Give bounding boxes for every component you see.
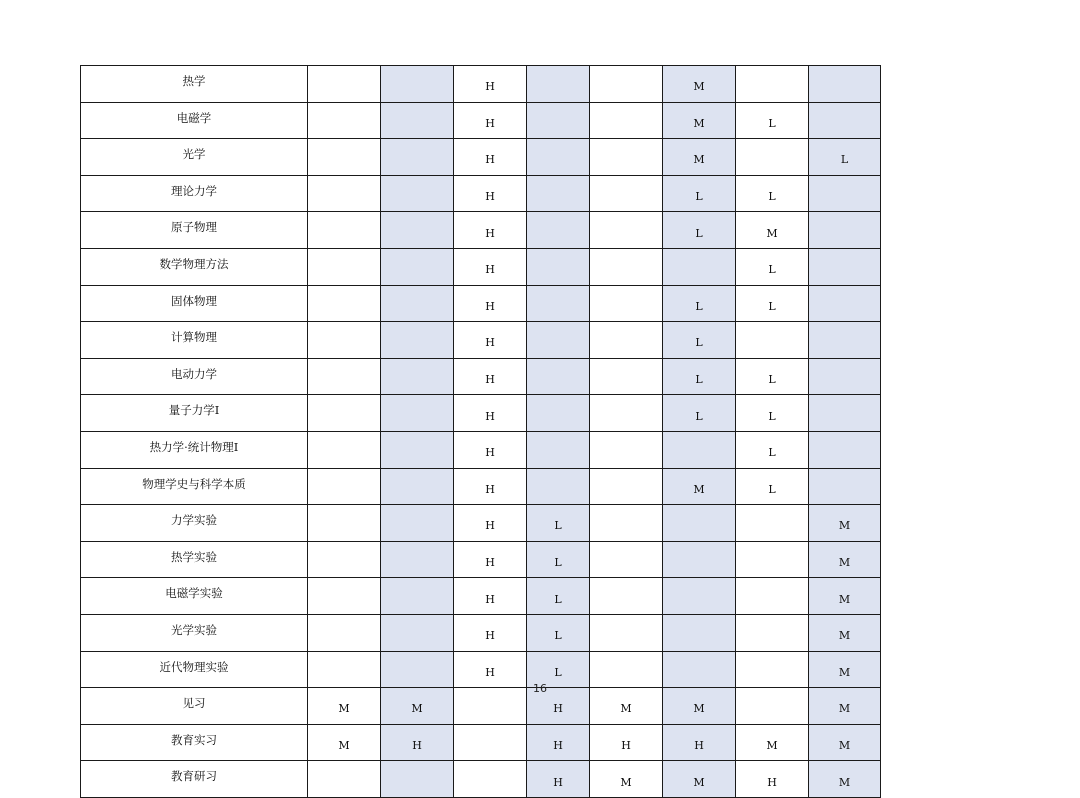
support-level-cell (308, 578, 381, 615)
support-level-cell (381, 285, 454, 322)
support-level-cell: M (736, 724, 809, 761)
support-level-cell: L (736, 358, 809, 395)
course-name-cell: 力学实验 (81, 505, 308, 542)
support-level-cell: M (663, 468, 736, 505)
support-level-cell (590, 395, 663, 432)
course-name-cell: 教育实习 (81, 724, 308, 761)
support-level-cell: L (527, 578, 590, 615)
table-row (81, 468, 881, 505)
support-level-cell: M (663, 761, 736, 798)
support-level-cell (381, 614, 454, 651)
page-number: 16 (533, 682, 547, 695)
support-level-cell (381, 102, 454, 139)
table-row (81, 212, 881, 249)
table-row (81, 724, 881, 761)
support-level-cell: L (736, 395, 809, 432)
table-row (81, 651, 881, 688)
support-level-cell (308, 102, 381, 139)
support-level-cell: M (809, 724, 881, 761)
support-level-cell (381, 322, 454, 359)
support-level-cell (381, 431, 454, 468)
support-level-cell: L (663, 285, 736, 322)
support-level-cell (663, 614, 736, 651)
support-level-cell (590, 468, 663, 505)
course-name-cell: 原子物理 (81, 212, 308, 249)
support-level-cell (590, 614, 663, 651)
support-level-cell (736, 688, 809, 725)
support-level-cell (381, 358, 454, 395)
support-level-cell (381, 578, 454, 615)
support-level-cell: H (663, 724, 736, 761)
support-level-cell: L (527, 505, 590, 542)
support-level-cell: H (590, 724, 663, 761)
support-level-cell: L (809, 139, 881, 176)
course-name-cell: 计算物理 (81, 322, 308, 359)
support-level-cell: M (590, 688, 663, 725)
support-level-cell (590, 139, 663, 176)
support-level-cell (454, 688, 527, 725)
support-level-cell: H (454, 322, 527, 359)
support-level-cell: M (809, 651, 881, 688)
support-level-cell (809, 431, 881, 468)
support-level-cell (809, 248, 881, 285)
support-level-cell (527, 102, 590, 139)
support-level-cell (308, 468, 381, 505)
support-level-cell (381, 651, 454, 688)
course-name-cell: 电磁学 (81, 102, 308, 139)
support-level-cell (663, 505, 736, 542)
support-level-cell (308, 505, 381, 542)
course-name-cell: 固体物理 (81, 285, 308, 322)
support-level-cell (454, 761, 527, 798)
support-level-cell (308, 285, 381, 322)
support-level-cell (527, 139, 590, 176)
support-level-cell: H (454, 358, 527, 395)
support-level-cell (308, 139, 381, 176)
course-name-cell: 量子力学I (81, 395, 308, 432)
support-level-cell: L (663, 395, 736, 432)
course-name-cell: 数学物理方法 (81, 248, 308, 285)
support-level-cell: M (809, 688, 881, 725)
support-level-cell: H (527, 761, 590, 798)
support-level-cell: H (381, 724, 454, 761)
table-row (81, 505, 881, 542)
support-level-cell: M (809, 761, 881, 798)
course-name-cell: 电动力学 (81, 358, 308, 395)
support-level-cell: H (454, 175, 527, 212)
support-level-cell (809, 175, 881, 212)
course-name-cell: 光学 (81, 139, 308, 176)
support-level-cell: M (308, 724, 381, 761)
support-level-cell (590, 175, 663, 212)
support-level-cell: H (736, 761, 809, 798)
support-level-cell: L (527, 541, 590, 578)
table-row (81, 578, 881, 615)
support-level-cell: L (736, 468, 809, 505)
support-level-cell: L (736, 175, 809, 212)
support-level-cell (590, 322, 663, 359)
support-level-cell (663, 541, 736, 578)
support-level-cell (308, 212, 381, 249)
course-name-cell: 见习 (81, 688, 308, 725)
support-level-cell: H (527, 724, 590, 761)
support-level-cell (308, 431, 381, 468)
support-level-cell (527, 395, 590, 432)
support-level-cell (736, 651, 809, 688)
support-level-cell: H (454, 66, 527, 103)
course-name-cell: 物理学史与科学本质 (81, 468, 308, 505)
support-level-cell (381, 66, 454, 103)
support-level-cell (308, 651, 381, 688)
support-level-cell: H (454, 651, 527, 688)
support-level-cell (308, 248, 381, 285)
support-level-cell (663, 651, 736, 688)
support-level-cell: L (736, 431, 809, 468)
support-level-cell (590, 285, 663, 322)
support-level-cell (736, 614, 809, 651)
support-level-cell (381, 761, 454, 798)
support-level-cell: M (809, 505, 881, 542)
support-level-cell: M (381, 688, 454, 725)
support-level-cell (527, 212, 590, 249)
support-level-cell: L (527, 614, 590, 651)
support-level-cell: L (527, 651, 590, 688)
support-level-cell: L (736, 248, 809, 285)
support-level-cell (809, 395, 881, 432)
support-level-cell (736, 139, 809, 176)
support-level-cell: H (454, 395, 527, 432)
table-row (81, 541, 881, 578)
support-level-cell: M (590, 761, 663, 798)
course-name-cell: 近代物理实验 (81, 651, 308, 688)
support-level-cell (809, 358, 881, 395)
support-level-cell: M (663, 688, 736, 725)
support-level-cell (381, 505, 454, 542)
support-level-cell (590, 102, 663, 139)
support-level-cell (809, 102, 881, 139)
support-level-cell (308, 761, 381, 798)
support-level-cell (736, 66, 809, 103)
support-level-cell (381, 175, 454, 212)
support-level-cell: H (454, 431, 527, 468)
support-level-cell (590, 578, 663, 615)
table-row (81, 431, 881, 468)
table-row (81, 761, 881, 798)
support-level-cell: H (454, 468, 527, 505)
table-row (81, 322, 881, 359)
support-level-cell: M (809, 578, 881, 615)
support-level-cell (308, 322, 381, 359)
support-level-cell: H (454, 578, 527, 615)
support-level-cell: H (454, 541, 527, 578)
support-level-cell: L (663, 358, 736, 395)
support-level-cell: M (663, 66, 736, 103)
support-level-cell: M (308, 688, 381, 725)
support-level-cell (663, 248, 736, 285)
support-level-cell (527, 358, 590, 395)
support-level-cell (809, 322, 881, 359)
support-level-cell (590, 358, 663, 395)
table-row (81, 102, 881, 139)
course-name-cell: 教育研习 (81, 761, 308, 798)
support-level-cell (308, 541, 381, 578)
support-level-cell: L (663, 212, 736, 249)
support-level-cell (809, 212, 881, 249)
support-level-cell (308, 66, 381, 103)
course-name-cell: 热力学·统计物理I (81, 431, 308, 468)
support-level-cell (663, 431, 736, 468)
support-level-cell (527, 66, 590, 103)
support-level-cell: H (454, 212, 527, 249)
support-level-cell (527, 431, 590, 468)
support-level-cell (381, 395, 454, 432)
support-level-cell: M (736, 212, 809, 249)
course-name-cell: 光学实验 (81, 614, 308, 651)
support-level-cell (590, 505, 663, 542)
support-level-cell (527, 468, 590, 505)
table-row (81, 614, 881, 651)
course-name-cell: 热学实验 (81, 541, 308, 578)
support-level-cell: M (809, 541, 881, 578)
support-level-cell (663, 578, 736, 615)
support-level-cell (308, 358, 381, 395)
support-level-cell: H (454, 505, 527, 542)
support-level-cell: M (663, 102, 736, 139)
support-level-cell (590, 212, 663, 249)
support-level-cell (308, 395, 381, 432)
support-level-cell (590, 541, 663, 578)
support-level-cell (308, 175, 381, 212)
support-level-cell: H (454, 248, 527, 285)
support-level-cell: H (454, 102, 527, 139)
support-level-cell (736, 541, 809, 578)
support-level-cell (736, 505, 809, 542)
support-level-cell: H (527, 688, 590, 725)
support-level-cell: H (454, 139, 527, 176)
support-level-cell (381, 139, 454, 176)
table-row (81, 358, 881, 395)
table-row (81, 175, 881, 212)
course-objective-matrix (80, 65, 881, 798)
matrix-body (81, 66, 881, 798)
support-level-cell: L (736, 285, 809, 322)
support-level-cell (381, 541, 454, 578)
course-name-cell: 电磁学实验 (81, 578, 308, 615)
support-level-cell (809, 285, 881, 322)
support-level-cell: M (663, 139, 736, 176)
support-level-cell (527, 175, 590, 212)
table-row (81, 395, 881, 432)
support-level-cell (590, 651, 663, 688)
support-level-cell (381, 468, 454, 505)
support-level-cell (527, 322, 590, 359)
support-level-cell (590, 248, 663, 285)
support-level-cell: M (809, 614, 881, 651)
support-level-cell (381, 212, 454, 249)
support-level-cell: L (663, 322, 736, 359)
support-level-cell: H (454, 285, 527, 322)
support-level-cell: H (454, 614, 527, 651)
support-level-cell: L (663, 175, 736, 212)
support-level-cell (590, 66, 663, 103)
support-level-cell (308, 614, 381, 651)
table-row (81, 66, 881, 103)
table-row (81, 688, 881, 725)
table-row (81, 139, 881, 176)
support-level-cell (527, 285, 590, 322)
support-level-cell (590, 431, 663, 468)
table-row (81, 248, 881, 285)
course-name-cell: 热学 (81, 66, 308, 103)
support-level-cell (381, 248, 454, 285)
support-level-cell (527, 248, 590, 285)
support-level-cell (809, 66, 881, 103)
table-row (81, 285, 881, 322)
support-level-cell (736, 322, 809, 359)
support-level-cell (454, 724, 527, 761)
support-level-cell: L (736, 102, 809, 139)
support-level-cell (736, 578, 809, 615)
support-level-cell (809, 468, 881, 505)
course-name-cell: 理论力学 (81, 175, 308, 212)
